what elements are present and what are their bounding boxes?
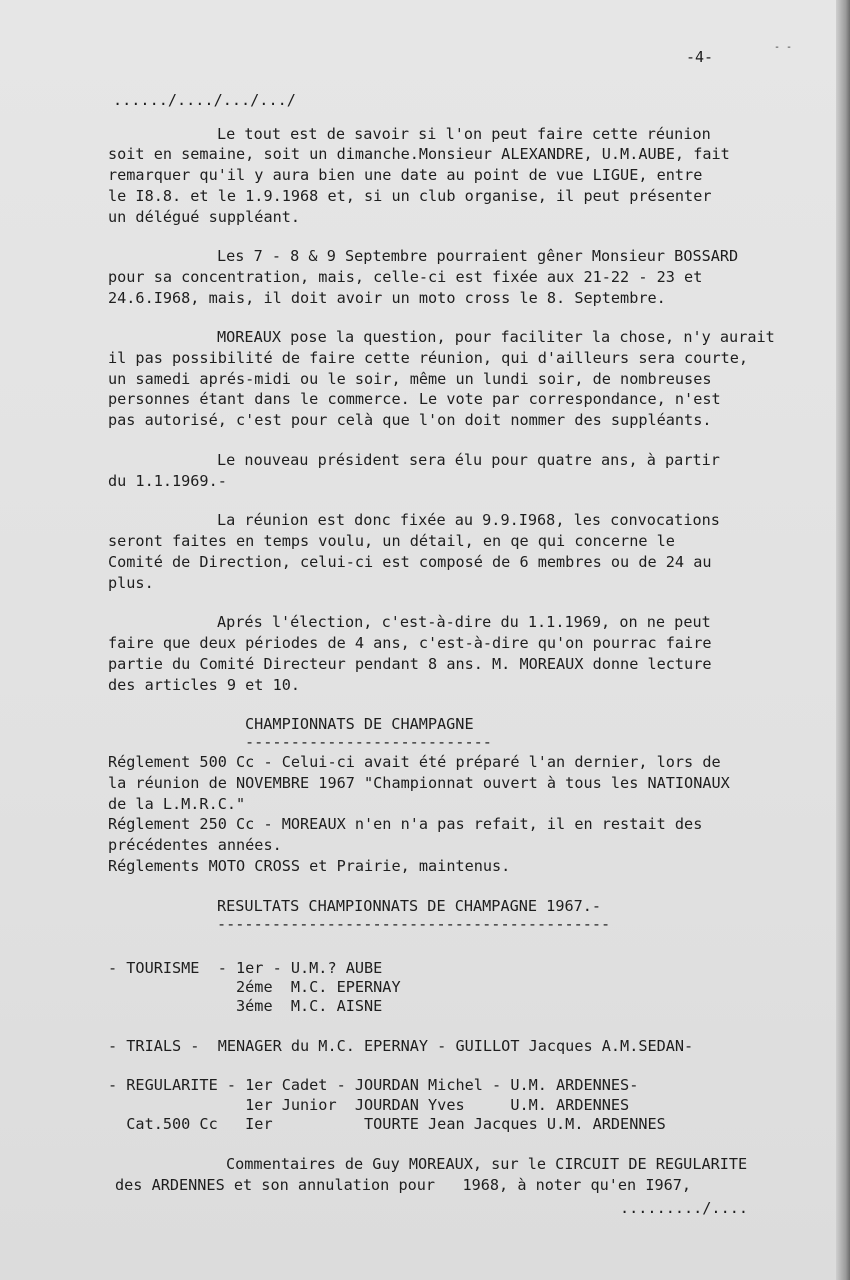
text-line: La réunion est donc fixée au 9.9.I968, les convocations xyxy=(217,511,720,529)
text-line: partie du Comité Directeur pendant 8 ans. M. MOREAUX donne lecture xyxy=(108,655,712,673)
text-line: remarquer qu'il y aura bien une date au point de vue LIGUE, entre xyxy=(108,166,703,184)
result-line: 3éme M.C. AISNE xyxy=(108,997,383,1015)
section-heading: RESULTATS CHAMPIONNATS DE CHAMPAGNE 1967.- xyxy=(217,897,602,915)
text-line: des ARDENNES et son annulation pour 1968, à noter qu'en I967, xyxy=(115,1176,692,1194)
result-line: - TOURISME - 1er - U.M.? AUBE xyxy=(108,959,383,977)
text-line: il pas possibilité de faire cette réunion, qui d'ailleurs sera courte, xyxy=(108,349,749,367)
text-line: Commentaires de Guy MOREAUX, sur le CIRCUIT DE REGULARITE xyxy=(226,1155,748,1173)
text-line: précédentes années. xyxy=(108,836,282,854)
text-line: faire que deux périodes de 4 ans, c'est-à-dire qu'on pourrac faire xyxy=(108,634,712,652)
text-line: la réunion de NOVEMBRE 1967 "Championnat ouvert à tous les NATIONAUX xyxy=(108,774,730,792)
text-line: pour sa concentration, mais, celle-ci est fixée aux 21-22 - 23 et xyxy=(108,268,703,286)
result-line: - REGULARITE - 1er Cadet - JOURDAN Michel - U.M. ARDENNES- xyxy=(108,1076,639,1094)
scan-edge-shadow xyxy=(836,0,850,1280)
text-line: soit en semaine, soit un dimanche.Monsieur ALEXANDRE, U.M.AUBE, fait xyxy=(108,145,730,163)
text-line: des articles 9 et 10. xyxy=(108,676,301,694)
page-number: -4- xyxy=(686,48,714,66)
text-line: Les 7 - 8 & 9 Septembre pourraient gêner Monsieur BOSSARD xyxy=(217,247,739,265)
result-line: - TRIALS - MENAGER du M.C. EPERNAY - GUILLOT Jacques A.M.SEDAN- xyxy=(108,1037,694,1055)
text-line: de la L.M.R.C." xyxy=(108,795,246,813)
text-line: Aprés l'élection, c'est-à-dire du 1.1.1969, on ne peut xyxy=(217,613,711,631)
text-line: personnes étant dans le commerce. Le vote par correspondance, n'est xyxy=(108,390,721,408)
text-line: Réglement 250 Cc - MOREAUX n'en n'a pas refait, il en restait des xyxy=(108,815,703,833)
text-line: Le tout est de savoir si l'on peut faire cette réunion xyxy=(217,125,711,143)
text-line: Comité de Direction, celui-ci est composé de 6 membres ou de 24 au xyxy=(108,553,712,571)
text-line: pas autorisé, c'est pour celà que l'on doit nommer des suppléants. xyxy=(108,411,712,429)
text-line: seront faites en temps voulu, un détail, en qe qui concerne le xyxy=(108,532,675,550)
result-line: Cat.500 Cc Ier TOURTE Jean Jacques U.M. ARDENNES xyxy=(108,1115,666,1133)
text-line: un délégué suppléant. xyxy=(108,208,301,226)
text-line: du 1.1.1969.- xyxy=(108,472,227,490)
result-line: 2éme M.C. EPERNAY xyxy=(108,978,401,996)
continuation-top: ....../..../.../.../ xyxy=(113,91,296,109)
corner-mark: - - xyxy=(774,42,793,53)
text-line: Réglement 500 Cc - Celui-ci avait été préparé l'an dernier, lors de xyxy=(108,753,721,771)
text-line: plus. xyxy=(108,574,154,592)
text-line: Le nouveau président sera élu pour quatre ans, à partir xyxy=(217,451,720,469)
section-underline: ------------------------------------------- xyxy=(217,915,611,933)
continuation-bottom: ........./.... xyxy=(620,1199,749,1217)
text-line: un samedi aprés-midi ou le soir, même un lundi soir, de nombreuses xyxy=(108,370,712,388)
text-line: le I8.8. et le 1.9.1968 et, si un club organise, il peut présenter xyxy=(108,187,712,205)
text-line: 24.6.I968, mais, il doit avoir un moto cross le 8. Septembre. xyxy=(108,289,666,307)
section-underline: --------------------------- xyxy=(245,733,492,751)
result-line: 1er Junior JOURDAN Yves U.M. ARDENNES xyxy=(108,1096,630,1114)
section-heading: CHAMPIONNATS DE CHAMPAGNE xyxy=(245,715,474,733)
text-line: MOREAUX pose la question, pour faciliter la chose, n'y aurait xyxy=(217,328,775,346)
text-line: Réglements MOTO CROSS et Prairie, maintenus. xyxy=(108,857,511,875)
